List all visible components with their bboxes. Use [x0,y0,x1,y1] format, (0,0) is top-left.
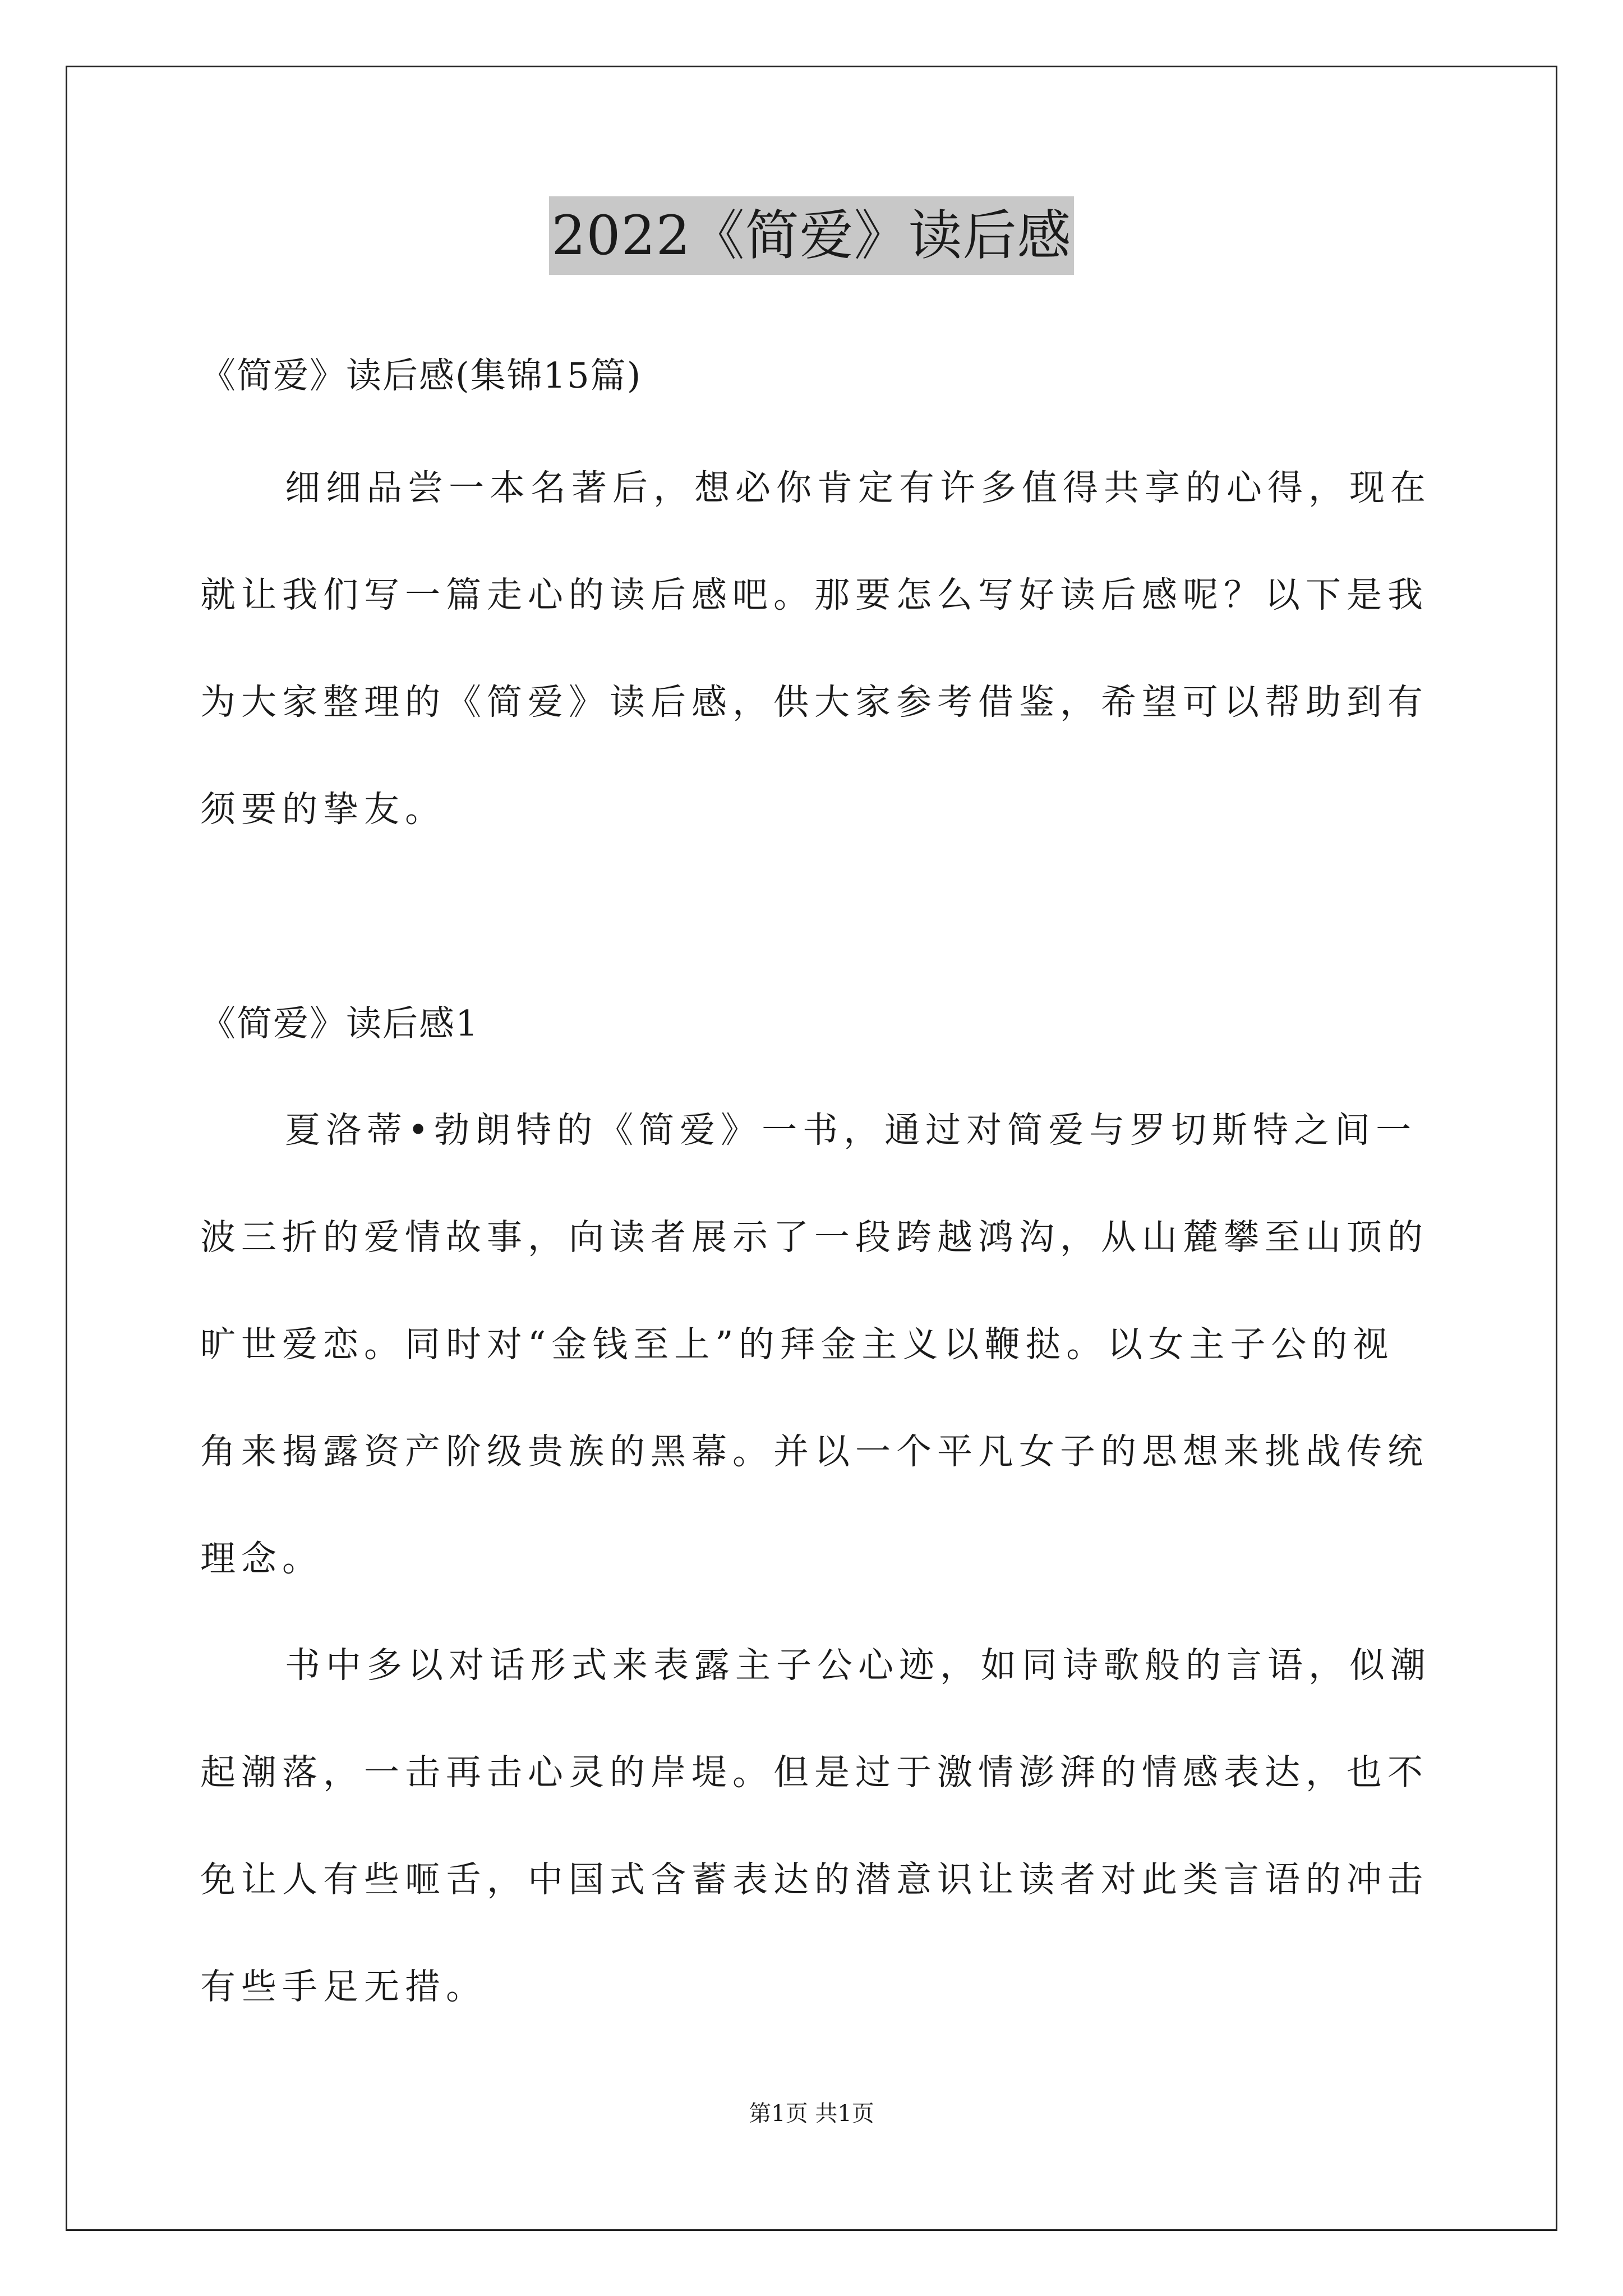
paragraph-line: 免让人有些咂舌，中国式含蓄表达的潜意识让读者对此类言语的冲击 [200,1859,1428,1900]
paragraph-line: 旷世爱恋。同时对“金钱至上”的拜金主义以鞭挞。以女主子公的视 [200,1324,1394,1365]
page-footer: 第1页 共1页 [749,2101,874,2127]
title-container [0,196,1623,275]
paragraph-line: 角来揭露资产阶级贵族的黑幕。并以一个平凡女子的思想来挑战传统 [200,1431,1428,1472]
intro-line: 细细品尝一本名著后，想必你肯定有许多值得共享的心得，现在 [285,467,1431,508]
intro-line: 须要的挚友。 [200,789,446,830]
paragraph-line: 起潮落，一击再击心灵的岸堤。但是过于激情澎湃的情感表达，也不 [200,1752,1428,1793]
document-title: 2022《简爱》读后感 [549,196,1073,275]
document-subtitle: 《简爱》读后感(集锦15篇) [200,355,642,396]
paragraph-line: 夏洛蒂•勃朗特的《简爱》一书，通过对简爱与罗切斯特之间一 [285,1110,1417,1151]
section-heading: 《简爱》读后感1 [200,1003,479,1044]
paragraph-line: 有些手足无措。 [200,1966,487,2007]
paragraph-line: 理念。 [200,1538,323,1579]
paragraph-line: 书中多以对话形式来表露主子公心迹，如同诗歌般的言语，似潮 [285,1645,1431,1686]
paragraph-line: 波三折的爱情故事，向读者展示了一段跨越鸿沟，从山麓攀至山顶的 [200,1217,1428,1258]
intro-line: 为大家整理的《简爱》读后感，供大家参考借鉴，希望可以帮助到有 [200,682,1428,723]
intro-line: 就让我们写一篇走心的读后感吧。那要怎么写好读后感呢？以下是我 [200,574,1428,615]
